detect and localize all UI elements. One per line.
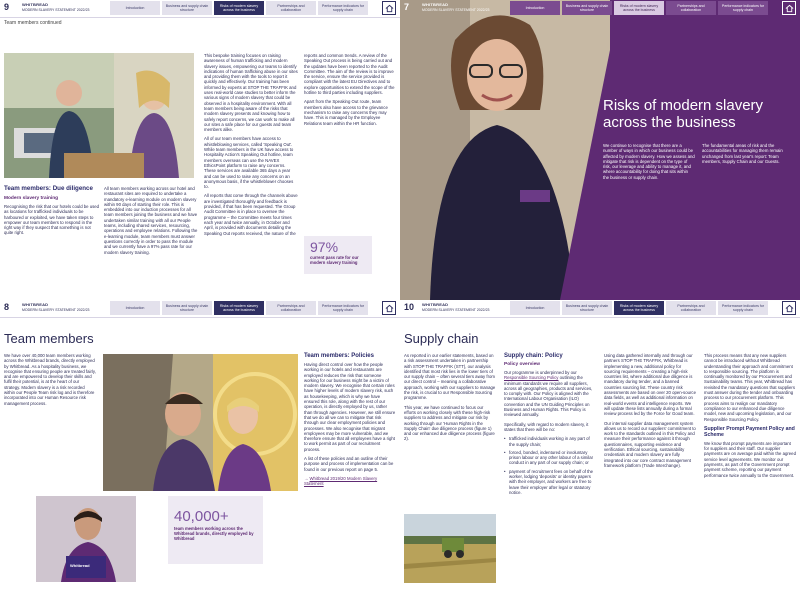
paragraph: Specifically, with regard to modern slavery, it states that there will be no: (504, 421, 589, 432)
stat-box-pass-rate (304, 236, 372, 274)
home-icon (385, 4, 394, 13)
paragraph: Having direct control over how the people working in our hotels and restaurants are employed reduces the risk that someone working for our business might be a victim of modern slavery. We recognise that certain roles have higher levels of modern slavery risk, such as housekeeping, which is why we have ensured this role, along with the rest of our operation, is directly employed by us, rather than through agencies. However, we still ensure that we do all we can to mitigate that risk through our clear employment policies and processes. We also recognise that migrant employees may be more vulnerable, and we therefore ensure that all employees have a right to work permit as part of our recruitment process. (304, 362, 396, 452)
stat-label: team members working across the Whitbread brands, directly employed by Whitbread (174, 526, 254, 541)
home-icon (385, 304, 394, 313)
subheading-policy-overview: Policy overview (504, 362, 540, 367)
paragraph: This year, we have continued to focus our efforts on working closely with these high-risk suppliers to address and mitigate our risk by working through our 'Human Rights in the Supply Chain' due diligence process (figure 1) and our enhanced due diligence process (figure 2). (404, 404, 495, 442)
paragraph: Apart from the Speaking Out route, team members also have access to the grievance mechanism to raise any concerns they may have. This is managed by the Employee Relations team within the HR function. (304, 99, 388, 126)
paragraph: reports and common trends. A review of the Speaking Out process is being carried out and the updates have been reported to the Audit Committee. The aim of the review is to improve the service, ensure the service provided is compliant with the latest EU Directives and to explore opportunities to extend the scope of the hotline to third parties including suppliers. (304, 53, 395, 96)
tab-risks[interactable]: Risks of modern slavery across the business (614, 1, 664, 15)
paragraph: This bespoke training focuses on raising awareness of human trafficking and modern slavery issues, empowering our teams to identify indications of human trafficking abuse in our sites and providing them with the tools to report it quickly and effectively. Our training has been informed by experts at STOP THE TRAFFIK and uses real-world case studies to better inform the various signs of modern slavery that could be observed in a hospitality environment. With all team members being aware of the risks that modern slavery presents and knowing how to safely report concerns, we can work to make all our sites a safe place for our guests and team members alike. (204, 53, 298, 133)
paragraph: A list of these policies and an outline of their purpose and process of implementation can be found in our previous report on page 5. (304, 456, 394, 472)
text-column-4 (704, 353, 796, 585)
brand-logo: WHITBREAD MODERN SLAVERY STATEMENT 2022/23 (422, 302, 490, 312)
photo-team-training (4, 53, 194, 178)
tab-partnerships[interactable]: Partnerships and collaboration (666, 301, 716, 315)
paragraph: We know that prompt payments are important for suppliers and their staff. Our supplier payments are on average paid within the agreed service level agreements. We monitor our payments, as part of the Government prompt payment scheme, reporting our payment performance twice annually to the Government. (704, 440, 796, 478)
tab-risks[interactable]: Risks of modern slavery across the business (614, 301, 664, 315)
page-title: Supply chain (404, 331, 479, 346)
tab-introduction[interactable]: Introduction (110, 301, 160, 315)
tab-business-structure[interactable]: Business and supply chain structure (562, 301, 612, 315)
text-team-intro: We have over 40,000 team members working across the Whitbread brands, directly employed by Whitbread. As a hospitality business, we recognise that ensuring people are treated fairly, and are empowered to develop their skills and fulfil their potential, is at the heart of our strategy. Modern slavery is a risk recorded within our People Team risk log and is therefore incorporated into our Human Resource risk management process. (4, 353, 96, 406)
text-risk-areas: The fundamental areas of risk and the accountabilities for managing them remain unchanged from last year's report: Team members, Supply Chain and our Guests. (702, 143, 783, 164)
text-risk-intro: We continue to recognise that there are a number of ways in which our business could be affected by modern slavery. How we assess and mitigate that risk is dependent on the type of risk, our leverage and ability to manage it, and where accountability for doing that sits within the business or supply chain. (603, 143, 695, 180)
page-header (0, 0, 400, 18)
paragraph: Using data gathered internally and through our partners STOP THE TRAFFIK, Whitbread is implementing a new, additional policy for sourcing requirements – creating a high-risk countries list, where additional due diligence is mandatory during tender, and a banned countries sourcing list. These country risk assessments are based on over 20 open-source data fields, as well as additional information on real-world events and intelligence reports. We will update these lists annually during a formal review process led by the Force for Good team. (604, 353, 696, 417)
header-divider (0, 317, 400, 318)
text-supply-intro (404, 353, 496, 483)
home-button[interactable] (782, 301, 796, 315)
tab-performance[interactable]: Performance indicators for supply chain (318, 301, 368, 315)
stat-box-team-members (168, 496, 263, 564)
page-number: 10 (404, 302, 415, 312)
nav-tabs (510, 1, 768, 15)
page-header (0, 300, 400, 318)
text-column-3 (204, 53, 298, 285)
heading-prompt-payment: Supplier Prompt Payment Policy and Scheme (704, 425, 795, 438)
paragraph: Our programme is underpinned by our Responsible Sourcing Policy outlining the minimum standards we require all suppliers, across all geographies, products and services, to comply with. Our Policy is aligned with the International Labour Organisation (ILO) convention and the UN Guiding Principles on Business and Human Rights. This Policy is reviewed annually. (504, 370, 593, 418)
page-number: 7 (404, 2, 410, 12)
paragraph: All reports that come through the channels above are investigated thoroughly and feedback is provided, if that has been requested. The Group Audit Committee is in place to oversee the programme – the Committee meets four times each year and twice annually, in October and April, is provided with documents detailing the Speaking Out reports received, the nature of the (204, 193, 298, 236)
tab-risks[interactable]: Risks of modern slavery across the business (214, 1, 264, 15)
brand-logo: WHITBREAD MODERN SLAVERY STATEMENT 2022/23 (22, 302, 90, 312)
text-training-module: All team members working across our hotel and restaurant sites are required to undertake a mandatory e-learning module on modern slavery within 90 days of starting their role. This is embedded into our induction processes for all team members joining the business and we have undertaken similar training with all our People teams, including shared services, resourcing, operations and employee relations. Following the e-learning module, team members must answer questions correctly in order to pass the module and we currently have a 97% pass rate for our modern slavery training. (104, 186, 198, 255)
text-column-4 (304, 53, 396, 173)
link-responsible-sourcing-policy[interactable]: Responsible Sourcing Policy (504, 375, 559, 381)
text-supply-policy (504, 370, 596, 585)
paragraph: All of our team members have access to whistleblowing services, called 'Speaking Out'. While team members in the UK have access to Hospitality Action's Speaking Out hotline, team members overseas can use the NAVEX EthicsPoint platform to raise any concerns. These services are available 365 days a year and can be used to raise any concerns on an anonymous basis, if the whistleblower chooses to. (204, 136, 294, 190)
page-8 (0, 300, 400, 600)
page-number: 9 (4, 2, 10, 12)
heading-policies: Team members: Policies (304, 353, 374, 359)
list-item: • trafficked individuals working in any part of the supply chain; (504, 436, 596, 447)
stat-label: current pass rate for our modern slavery training (310, 255, 359, 265)
photo-harvest-field (404, 514, 496, 583)
text-due-diligence-intro: Recognising the risk that our hotels could be used as locations for trafficked individuals to be harboured or exploited, we have taken steps to empower our team members to respond in the right way if they suspect that something is not quite right. (4, 204, 100, 236)
tab-introduction[interactable]: Introduction (510, 301, 560, 315)
link-arrow-icon: → (304, 475, 310, 481)
home-icon (785, 304, 794, 313)
nav-tabs (110, 1, 368, 15)
photo-team-member-reception (36, 496, 136, 582)
text-policies (304, 362, 396, 587)
photo-team-members-at-work (103, 354, 298, 491)
page-9 (0, 0, 400, 300)
tab-business-structure[interactable]: Business and supply chain structure (162, 1, 212, 15)
paragraph: Our internal supplier data management system allows us to record our suppliers' commitment to work to the standards outlined in this Policy and measure their performance against it through questionnaires, supporting evidence and verification. Ethical sourcing, sustainability credentials and modern slavery are fully integrated into our core contract management framework platform (Trade Interchange). (604, 420, 696, 468)
tab-performance[interactable]: Performance indicators for supply chain (718, 1, 768, 15)
tab-partnerships[interactable]: Partnerships and collaboration (666, 1, 716, 15)
home-button[interactable] (382, 1, 396, 15)
tab-business-structure[interactable]: Business and supply chain structure (162, 301, 212, 315)
stat-value: 97% (310, 239, 339, 255)
header-divider (0, 17, 400, 18)
subheading-training: Modern slavery training (4, 196, 59, 201)
list-item: • payment of recruitment fees on behalf of the worker, lodging 'deposits' or identity papers with their employer, and workers are free to leave their employer after legal or statutory notice. (504, 469, 596, 495)
nav-tabs (110, 301, 368, 315)
page-7 (400, 0, 800, 300)
page-title: Team members (4, 331, 94, 346)
tab-business-structure[interactable]: Business and supply chain structure (562, 1, 612, 15)
link-previous-statement[interactable]: Whitbread 2019/20 Modern Slavery Statement (304, 475, 378, 487)
tab-partnerships[interactable]: Partnerships and collaboration (266, 301, 316, 315)
page-title: Risks of modern slavery across the business (603, 97, 764, 131)
tab-performance[interactable]: Performance indicators for supply chain (318, 1, 368, 15)
home-button[interactable] (382, 301, 396, 315)
heading-supply-policy: Supply chain: Policy (504, 353, 563, 359)
list-prohibited-practices (504, 436, 596, 495)
text-column-3 (604, 353, 696, 585)
paragraph: This process means that any new suppliers cannot be introduced without Whitbread understanding their approach and commitment to responsible sourcing. The platform is continually monitored by our Procurement and Sustainability teams. This year, Whitbread has revisited the mandatory questions that suppliers must answer during the tender and onboarding process to our procurement platform. This process aims to realign our mandatory compliance to our enhanced due diligence model, new and upcoming legislation, and our Responsible Sourcing Policy. (704, 353, 796, 422)
home-button[interactable] (782, 1, 796, 15)
page-header (400, 0, 800, 18)
tab-partnerships[interactable]: Partnerships and collaboration (266, 1, 316, 15)
page-number: 8 (4, 302, 10, 312)
brand-logo: WHITBREAD MODERN SLAVERY STATEMENT 2022/23 (422, 2, 490, 12)
spread-bottom (0, 300, 800, 600)
nav-tabs (510, 301, 768, 315)
paragraph: As reported in our earlier statements, based on a risk assessment undertaken in partnership with STOP THE TRAFFIK (STT), our analysis identified that most risk lies in the lower tiers of our supply chain – often several tiers away from our direct control – meaning a collaborative approach, working with our suppliers to manage the risk, is crucial to our Responsible Sourcing programme. (404, 353, 496, 401)
tab-performance[interactable]: Performance indicators for supply chain (718, 301, 768, 315)
stat-value: 40,000+ (174, 508, 229, 525)
tab-risks[interactable]: Risks of modern slavery across the business (214, 301, 264, 315)
home-icon (785, 4, 794, 13)
page-header (400, 300, 800, 318)
heading-due-diligence: Team members: Due diligence (4, 185, 93, 192)
tab-introduction[interactable]: Introduction (110, 1, 160, 15)
page-10 (400, 300, 800, 600)
list-item: • forced, bonded, indentured or involuntary prison labour or any other labour of a similar conduct in any part of our supply chain; or (504, 450, 596, 466)
header-divider (400, 317, 800, 318)
tab-introduction[interactable]: Introduction (510, 1, 560, 15)
badge-label: Whitbread (70, 563, 90, 568)
section-label: Team members continued (4, 20, 62, 26)
brand-logo: WHITBREAD MODERN SLAVERY STATEMENT 2022/23 (22, 2, 90, 12)
